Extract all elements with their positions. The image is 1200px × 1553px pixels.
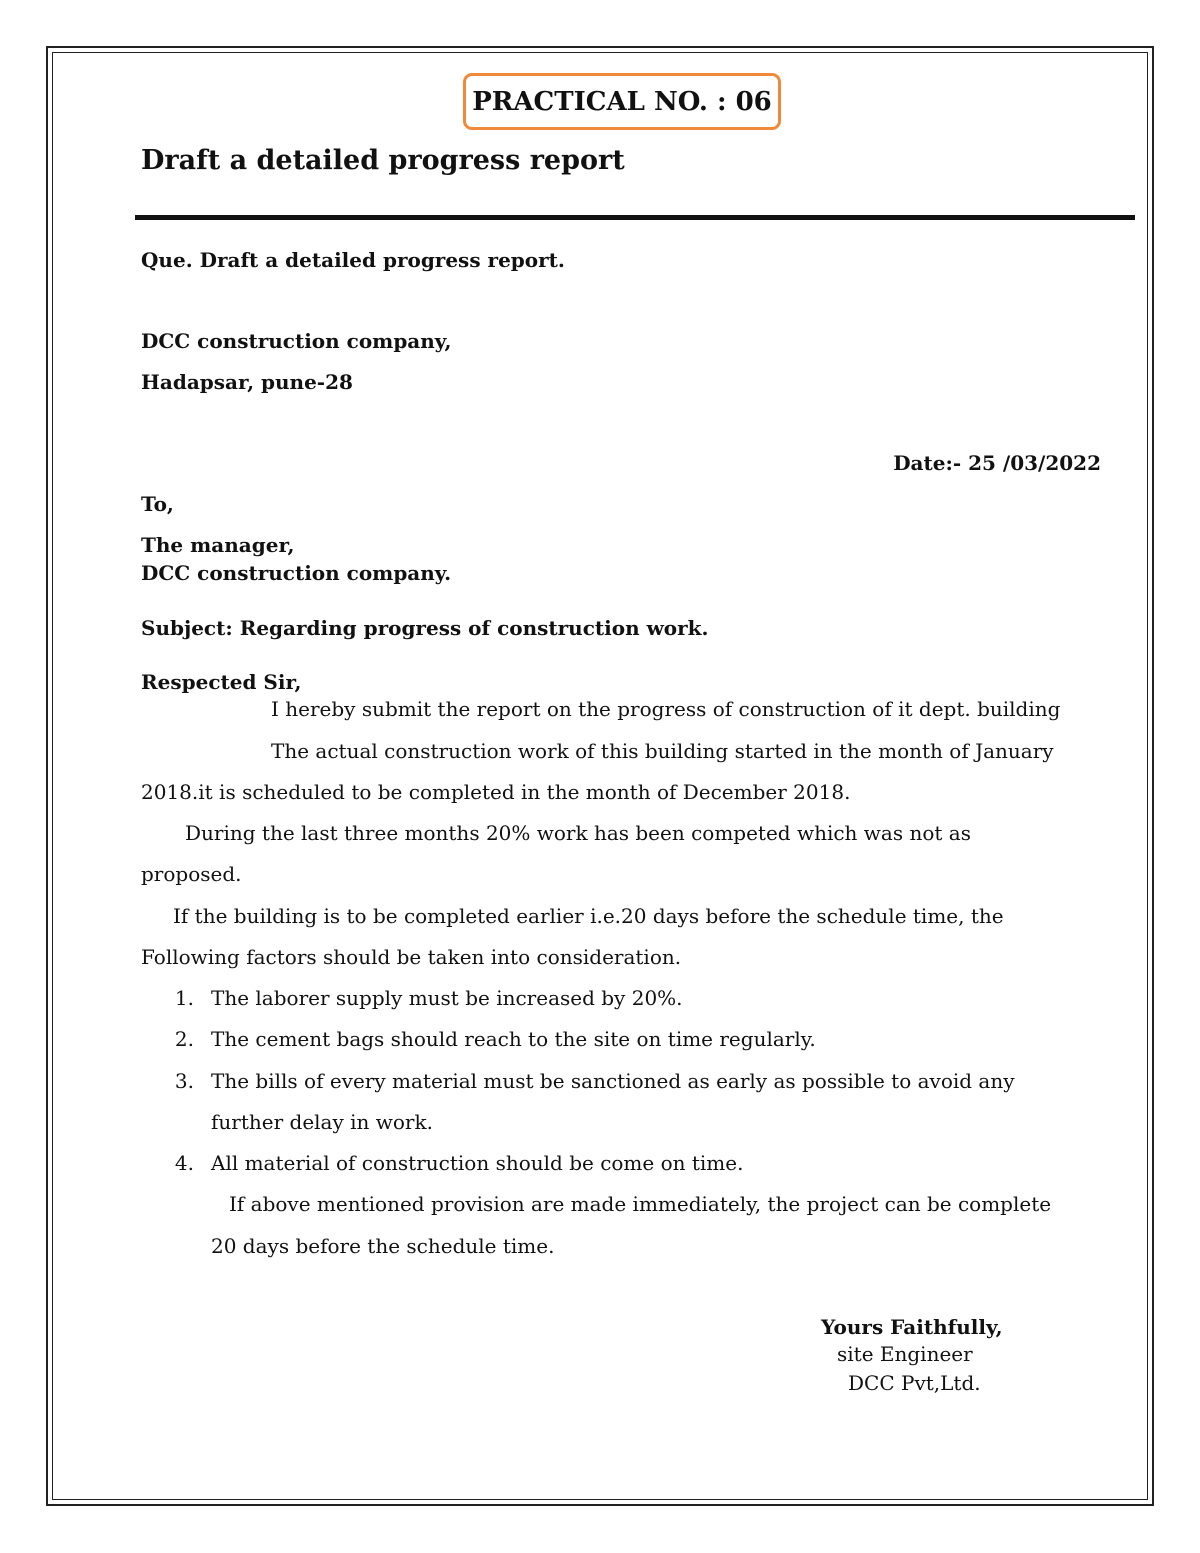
list-item: The cement bags should reach to the site on time regularly. (211, 1027, 816, 1051)
list-item-number: 1. (174, 986, 194, 1010)
list-item-number: 4. (174, 1151, 194, 1175)
letter-date: Date:- 25 /03/2022 (893, 451, 1101, 475)
body-line: If the building is to be completed earlier i.e.20 days before the schedule time, the (173, 904, 1004, 928)
body-line: During the last three months 20% work has been competed which was not as (185, 821, 971, 845)
practical-number: PRACTICAL NO. : 06 (472, 86, 772, 117)
letter-subject: Subject: Regarding progress of construction work. (141, 616, 709, 640)
practical-number-box (463, 73, 781, 130)
sender-company: DCC construction company, (141, 329, 452, 353)
body-line: The actual construction work of this building started in the month of January (271, 739, 1054, 763)
page-title: Draft a detailed progress report (141, 145, 625, 176)
recipient-designation: The manager, (141, 533, 295, 557)
signature-role: site Engineer (837, 1342, 973, 1366)
closing-paragraph-line: 20 days before the schedule time. (211, 1234, 555, 1258)
recipient-to: To, (141, 492, 174, 516)
list-item: The bills of every material must be sanctioned as early as possible to avoid any (211, 1069, 1015, 1093)
title-divider (135, 215, 1135, 220)
signature-company: DCC Pvt,Ltd. (848, 1371, 981, 1395)
sender-address: Hadapsar, pune-28 (141, 370, 353, 394)
body-line: proposed. (141, 862, 242, 886)
list-item: The laborer supply must be increased by 20%. (211, 986, 683, 1010)
body-line: I hereby submit the report on the progress of construction of it dept. building (271, 697, 1061, 721)
signature-closing: Yours Faithfully, (821, 1315, 1003, 1339)
salutation: Respected Sir, (141, 670, 302, 694)
list-item-number: 2. (174, 1027, 194, 1051)
list-item-continuation: further delay in work. (211, 1110, 433, 1134)
list-item-number: 3. (174, 1069, 194, 1093)
body-line: Following factors should be taken into consideration. (141, 945, 682, 969)
closing-paragraph-line: If above mentioned provision are made immediately, the project can be complete (229, 1192, 1052, 1216)
body-line: 2018.it is scheduled to be completed in the month of December 2018. (141, 780, 851, 804)
list-item: All material of construction should be come on time. (211, 1151, 744, 1175)
recipient-company: DCC construction company. (141, 561, 452, 585)
question-text: Que. Draft a detailed progress report. (141, 248, 565, 272)
